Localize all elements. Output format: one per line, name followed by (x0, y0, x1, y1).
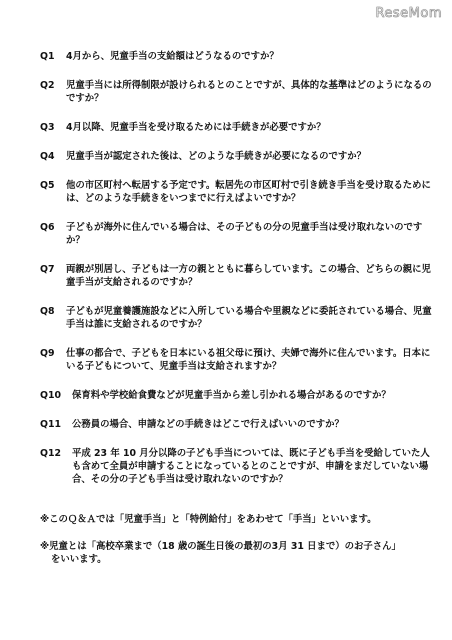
footnote-child-line2: をいいます。 (51, 554, 107, 565)
question-text: 4月から、児童手当の支給額はどうなるのですか？ (66, 51, 279, 62)
question-number: Q5 (40, 180, 55, 191)
footnote-child-definition (40, 540, 435, 566)
question-text: 4月以降、児童手当を受け取るためには手続きが必要ですか？ (66, 122, 326, 133)
question-item (40, 121, 435, 134)
question-text: 児童手当には所得制限が設けられるとのことですが、具体的な基準はどのようになるのですか？ (66, 80, 432, 104)
question-item (40, 179, 435, 205)
question-item (40, 79, 435, 105)
question-text: 保育料や学校給食費などが児童手当から差し引かれる場合があるのですか？ (72, 390, 391, 401)
question-text: 仕事の都合で、子どもを日本にいる祖父母に預け、夫婦で海外に住んでいます。日本にいる子どもについて、児童手当は支給されますか？ (66, 348, 431, 372)
question-number: Q11 (40, 419, 62, 430)
question-number: Q12 (40, 448, 62, 459)
question-text: 子どもが海外に住んでいる場合は、その子どもの分の児童手当は受け取れないのですか？ (66, 222, 423, 246)
question-item (40, 389, 435, 402)
footnote-child-line1: ※児童とは「高校卒業まで（18 歳の誕生日後の最初の3月 31 日まで）のお子さん」 (40, 541, 401, 552)
question-text: 子どもが児童養護施設などに入所している場合や里親などに委託されている場合、児童手当は誰に支給されるのですか？ (66, 306, 432, 330)
footnote-terms-text: ※このＱ＆Ａでは「児童手当」と「特例給付」をあわせて「手当」といいます。 (40, 514, 377, 525)
question-number: Q7 (40, 264, 55, 275)
question-number: Q6 (40, 222, 55, 233)
question-number: Q2 (40, 80, 55, 91)
footnote-terms (40, 513, 435, 526)
question-number: Q10 (40, 390, 62, 401)
question-text: 児童手当が認定された後は、どのような手続きが必要になるのですか？ (66, 151, 367, 162)
question-number: Q1 (40, 51, 55, 62)
question-item (40, 150, 435, 163)
question-text: 両親が別居し、子どもは一方の親とともに暮らしています。この場合、どちらの親に児童手当が支給されるのですか？ (66, 264, 431, 288)
question-item (40, 263, 435, 289)
question-text: 平成 23 年 10 月分以降の子ども手当については、既に子ども手当を受給していた人も含めて全員が申請することになっているとのことですが、申請をまだしていない場合、その分の子ども手当は受け取れないのですか？ (72, 448, 430, 485)
question-number: Q3 (40, 122, 55, 133)
question-item (40, 221, 435, 247)
question-number: Q4 (40, 151, 55, 162)
question-number: Q9 (40, 348, 55, 359)
question-text: 他の市区町村へ転居する予定です。転居先の市区町村で引き続き手当を受け取るためには、どのような手続きをいつまでに行えばよいですか？ (66, 180, 431, 204)
question-item (40, 418, 435, 431)
question-item (40, 447, 435, 486)
question-item (40, 305, 435, 331)
question-text: 公務員の場合、申請などの手続きはどこで行えばいいのですか？ (72, 419, 344, 430)
question-item (40, 50, 435, 63)
question-number: Q8 (40, 306, 55, 317)
qa-question-list (40, 50, 435, 486)
resemom-watermark: ReseMom (375, 6, 442, 21)
question-item (40, 347, 435, 373)
